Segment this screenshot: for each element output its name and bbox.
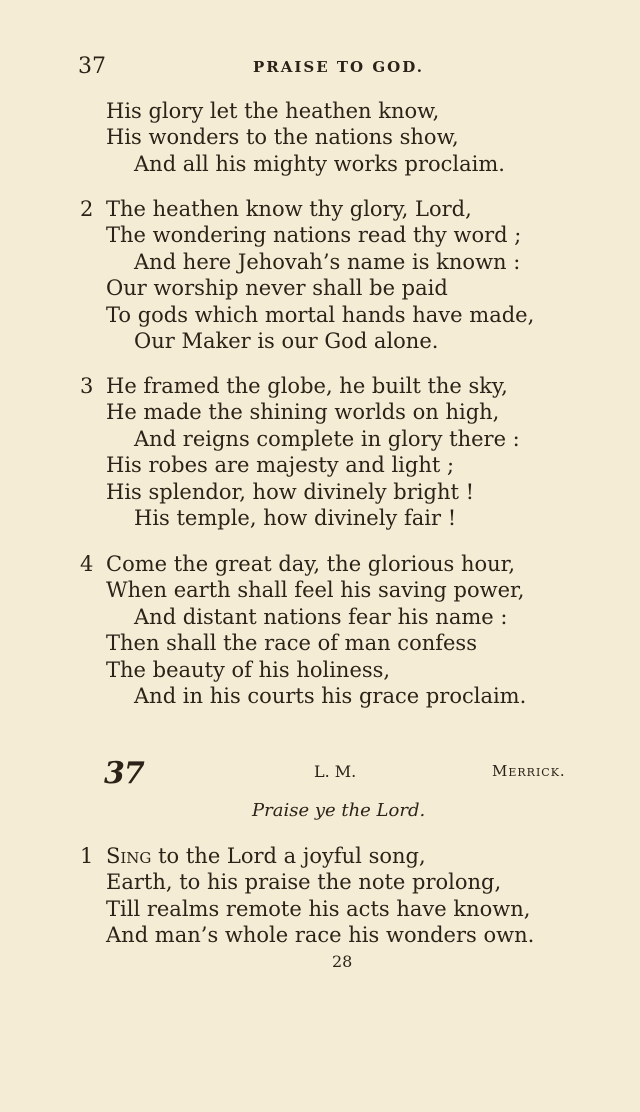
hymn-composer: Merrick. <box>492 762 566 780</box>
verse-line: The wondering nations read thy word ; <box>106 223 522 247</box>
signature-mark: 28 <box>332 952 353 971</box>
verse-line: Then shall the race of man confess <box>106 631 477 655</box>
hymn-meter: L. M. <box>314 762 357 781</box>
verse-line: The beauty of his holiness, <box>106 658 391 682</box>
verse-number: 4 <box>80 552 94 576</box>
running-header <box>78 54 578 82</box>
verse-line: His temple, how divinely fair ! <box>134 506 457 530</box>
hymn-number: 37 <box>104 756 144 791</box>
verse-line: Till realms remote his acts have known, <box>106 897 531 921</box>
first-word: Sing <box>106 844 152 868</box>
verse-line: And distant nations fear his name : <box>134 605 508 629</box>
verse-line: His wonders to the nations show, <box>106 125 459 149</box>
verse-line: To gods which mortal hands have made, <box>106 303 535 327</box>
verse-line: And here Jehovah’s name is known : <box>134 250 521 274</box>
verse-line: His glory let the heathen know, <box>106 99 440 123</box>
page-title: PRAISE TO GOD. <box>253 58 424 76</box>
verse-line <box>106 843 426 869</box>
verse-line: And reigns complete in glory there : <box>134 427 520 451</box>
verse-line: His robes are majesty and light ; <box>106 453 455 477</box>
verse-line: And in his courts his grace proclaim. <box>134 684 527 708</box>
verse-line: When earth shall feel his saving power, <box>106 578 525 602</box>
verse-number: 3 <box>80 374 94 398</box>
verse-line: Our Maker is our God alone. <box>134 329 439 353</box>
verse-line: Earth, to his praise the note prolong, <box>106 870 502 894</box>
verse-line: The heathen know thy glory, Lord, <box>106 197 472 221</box>
verse-line: And man’s whole race his wonders own. <box>106 923 535 947</box>
hymn-subtitle: Praise ye the Lord. <box>252 800 426 821</box>
page-number: 37 <box>78 54 106 79</box>
verse-line: His splendor, how divinely bright ! <box>106 480 475 504</box>
verse-line: And all his mighty works proclaim. <box>134 152 505 176</box>
verse-line: He framed the globe, he built the sky, <box>106 374 508 398</box>
verse-line: He made the shining worlds on high, <box>106 400 500 424</box>
verse-number: 1 <box>80 844 94 868</box>
verse-number: 2 <box>80 197 94 221</box>
verse-line: Our worship never shall be paid <box>106 276 448 300</box>
verse-line: Come the great day, the glorious hour, <box>106 552 516 576</box>
first-line-rest: to the Lord a joyful song, <box>151 844 426 868</box>
